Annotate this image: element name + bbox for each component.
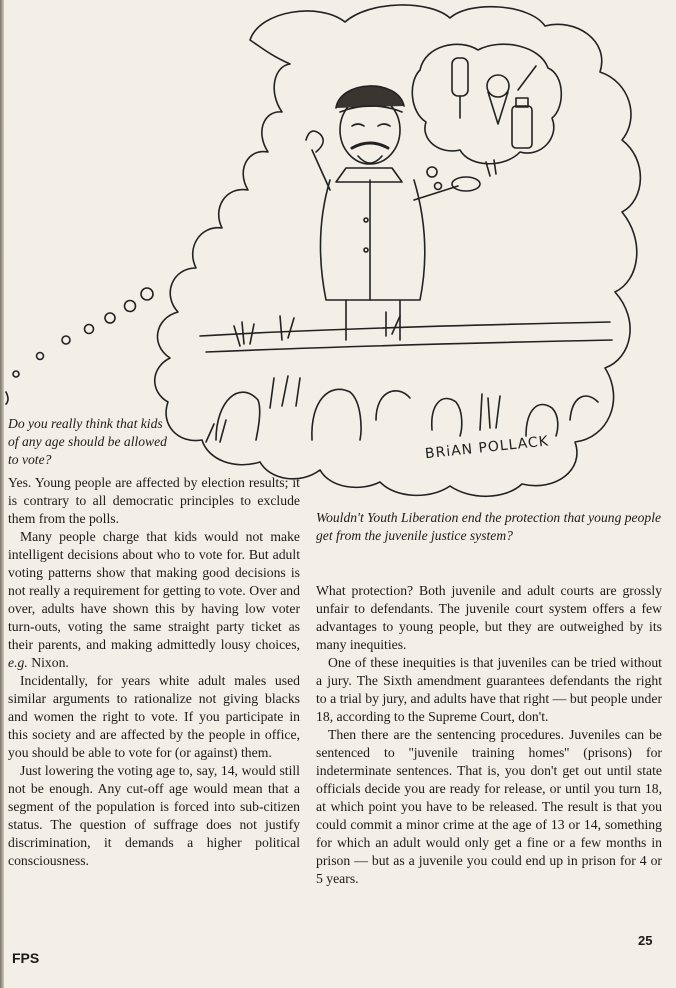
paragraph-text: Many people charge that kids would not make intelligent decisions about who to vote for. But adult voting patterns show that making good decisions is not really a requirement for getting to vote. Over and over, adults have shown this by having low voter turn-outs, voting the same straight party ticket as their parents, and making admittedly lousy choices, bbox=[8, 529, 300, 652]
thought-bubble bbox=[105, 313, 115, 323]
publisher-footer: FPS bbox=[12, 950, 40, 966]
question-juvenile-justice: Wouldn't Youth Liberation end the protection that young people get from the juvenile justice system? bbox=[316, 510, 661, 543]
paragraph: Yes. Young people are affected by election results; it is contrary to all democratic principles to exclude them from the polls. bbox=[8, 475, 300, 526]
thought-bubble bbox=[125, 301, 136, 312]
answer-juvenile-column bbox=[316, 582, 662, 888]
thought-bubble bbox=[85, 325, 94, 334]
treats-thought-bubble bbox=[412, 44, 561, 189]
thought-bubble bbox=[37, 353, 44, 360]
paragraph: Incidentally, for years white adult males used similar arguments to rationalize not giving blacks and women the right to vote. If you participate in this society and are affected by the people in office, you should be able to vote for (or against) them. bbox=[8, 673, 300, 760]
paragraph: What protection? Both juvenile and adult courts are grossly unfair to defendants. The juvenile court system offers a few advantages to young people, but they are outweighed by its many inequities. bbox=[316, 583, 662, 652]
answer-vote-column bbox=[8, 474, 300, 870]
page-number: 25 bbox=[638, 933, 653, 948]
paragraph: One of these inequities is that juveniles can be tried without a jury. The Sixth amendment guarantees defendants the right to a trial by jury, and adults have that right — but people under 18, according to the Supreme Court, don't. bbox=[316, 655, 662, 724]
paragraph-end: Nixon. bbox=[31, 655, 69, 670]
thought-bubble bbox=[62, 336, 70, 344]
artist-signature: BRiAN POLLACK bbox=[424, 433, 550, 463]
stage-edge bbox=[200, 322, 612, 352]
crowd-figures bbox=[206, 312, 598, 442]
abbreviation-eg: e.g. bbox=[8, 655, 28, 670]
thought-bubble bbox=[13, 371, 19, 377]
paragraph bbox=[8, 528, 300, 672]
thought-cloud-outline bbox=[155, 5, 641, 496]
question-vote: Do you really think that kids of any age should be allowed to vote? bbox=[8, 416, 167, 467]
paragraph: Just lowering the voting age to, say, 14, would still not be enough. Any cut-off age would mean that a segment of the population is forced into sub-citizen status. The question of suffrage does not justify discrimination, it demands a higher political consciousness. bbox=[8, 763, 300, 868]
politician-figure bbox=[306, 86, 496, 340]
paragraph: Then there are the sentencing procedures. Juveniles can be sentenced to ''juvenile training homes'' (prisons) for indeterminate sentences. That is, you don't get out until state officials decide you are ready for release, or until you turn 18, at which point you have to be released. The result is that you could commit a minor crime at the age of 13 or 14, something for which an adult would only get a fine or a few months in prison — but as a juvenile you could end up in prison for 4 or 5 years. bbox=[316, 727, 662, 886]
thought-bubble bbox=[141, 288, 153, 300]
